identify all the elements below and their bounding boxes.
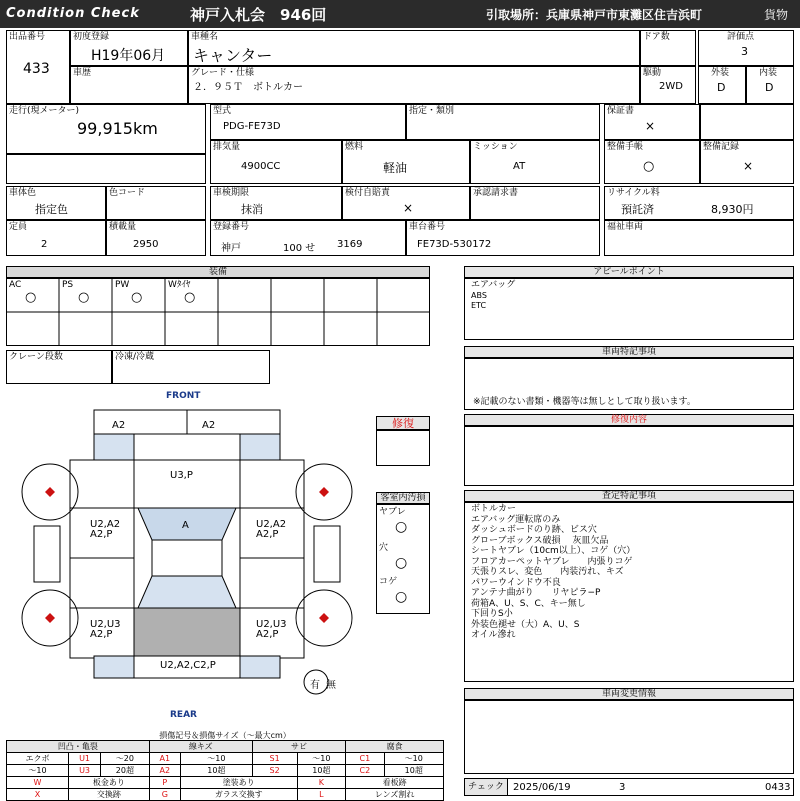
mission-label: ミッション — [473, 142, 518, 152]
legend-r1-c2: U1 — [69, 753, 101, 765]
legend-r1-c3: 〜20 — [101, 753, 150, 765]
manual-value: ○ — [643, 159, 655, 174]
inspection-note-line: オイル滲れ — [471, 630, 516, 640]
welfare-cell — [604, 220, 794, 256]
pickup-location: 引取場所：兵庫県神戸市東灘区住吉浜町 — [486, 8, 703, 22]
body-color-value: 指定色 — [35, 203, 68, 216]
doors-label: ドア数 — [643, 32, 670, 42]
plate-label: 登録番号 — [213, 222, 250, 232]
legend-r2-c5: 10超 — [180, 765, 252, 777]
mark-door-front-right: U2,A2 A2,P — [256, 519, 287, 540]
chassis-cell — [406, 220, 600, 256]
warranty-cell — [604, 104, 700, 140]
checker-id: 3 — [619, 782, 626, 793]
load-value: 2950 — [133, 239, 159, 250]
interior-hole-mark: ○ — [395, 555, 408, 571]
diagram-rear-label: REAR — [170, 710, 197, 720]
legend-x2-code3: L — [297, 789, 346, 801]
legend-r2-c8: C2 — [346, 765, 384, 777]
vehicle-category: 貨物 — [764, 8, 789, 22]
legend-r2-c1: 〜10 — [7, 765, 69, 777]
fuel-value: 軽油 — [383, 161, 408, 175]
equipment-pw-mark: ○ — [131, 290, 143, 305]
first-registration-label: 初度登録 — [73, 32, 110, 42]
exterior-cell — [698, 66, 746, 104]
insurance-label: 検付自賠責 — [345, 188, 391, 198]
capacity-cell — [6, 220, 106, 256]
load-cell — [106, 220, 206, 256]
legend-r2-c6: S2 — [252, 765, 297, 777]
change-info-box — [464, 700, 794, 774]
interior-damage-box — [376, 504, 430, 614]
equipment-ps-mark: ○ — [78, 290, 90, 305]
legend-r1-c1: エクボ — [7, 753, 69, 765]
inspection-note-line: フロアカーペットヤブレ 内張りコゲ — [471, 556, 633, 567]
type-value: PDG-FE73D — [223, 121, 281, 132]
crane-cell — [6, 350, 112, 384]
exterior-label: 外装 — [711, 68, 730, 78]
lot-number-label: 出品番号 — [9, 32, 46, 42]
appeal-box — [464, 278, 794, 340]
inspection-note-line: 荷箱A、U、S、C、キー無し — [471, 598, 586, 609]
body-color-cell — [6, 186, 106, 220]
mark-door-front-left: U2,A2 A2,P — [90, 519, 121, 540]
inspection-notes-list — [471, 504, 635, 641]
spare-tire-no: 無 — [326, 680, 336, 691]
type-label: 型式 — [213, 106, 232, 116]
check-date: 2025/06/19 — [513, 782, 571, 793]
legend-x1-code3: K — [297, 777, 346, 789]
check-label: チェック — [464, 778, 508, 796]
legend-x1-desc3: 看板跡 — [346, 777, 444, 789]
mark-windshield: A — [182, 520, 189, 531]
interior-hole-label: 穴 — [379, 543, 389, 553]
inspection-label: 車検期限 — [213, 188, 250, 198]
appeal-line-etc: ETC — [471, 301, 487, 310]
legend-x2-code1: X — [7, 789, 69, 801]
interior-label: 内装 — [759, 68, 778, 78]
repair-box — [376, 430, 430, 466]
recycle-status: 預託済 — [621, 203, 654, 216]
freezer-cell — [112, 350, 270, 384]
inspection-note-line: 外装色褪せ（大）A、U、S — [471, 619, 580, 630]
warranty-label: 保証書 — [607, 106, 635, 116]
inspection-note-line: グローブボックス破損 灰皿欠品 — [471, 535, 609, 546]
displacement-label: 排気量 — [213, 142, 241, 152]
inspection-note-line: パワーウインドウ不良 — [471, 577, 561, 588]
color-code-label: 色コード — [109, 188, 146, 198]
score-cell — [698, 30, 794, 66]
right-front-fender — [240, 460, 304, 508]
manual-cell — [604, 140, 700, 184]
history-label: 車歴 — [73, 68, 92, 78]
crane-label: クレーン段数 — [9, 352, 63, 362]
service-record-label: 整備記録 — [703, 142, 740, 152]
fuel-cell — [342, 140, 470, 184]
insurance-value: × — [403, 201, 414, 215]
diagram-front-label: FRONT — [166, 391, 201, 401]
legend-x2-desc1: 交換跡 — [69, 789, 150, 801]
freezer-label: 冷凍/冷蔵 — [115, 352, 155, 362]
warranty-extra-cell — [700, 104, 794, 140]
mileage-label: 走行(現メーター) — [9, 106, 80, 116]
equipment-grid — [6, 278, 430, 346]
repair-content-box — [464, 426, 794, 486]
plate-class: 100 せ — [283, 243, 316, 254]
color-code-cell — [106, 186, 206, 220]
mark-front-right: A2 — [202, 420, 216, 431]
chassis-label: 車台番号 — [409, 222, 446, 232]
equipment-ac-label: AC — [9, 280, 22, 290]
exterior-value: D — [717, 81, 726, 94]
legend-scratch-header: 線キズ — [149, 741, 252, 753]
footer-serial: 0433 — [765, 782, 791, 793]
interior-tear-mark: ○ — [395, 519, 408, 535]
manual-label: 整備手帳 — [607, 142, 644, 152]
interior-damage-title: 客室内汚損 — [376, 492, 430, 504]
legend-r1-c8: C1 — [346, 753, 384, 765]
model-name-cell — [188, 30, 640, 66]
repair-content-title: 修復内容 — [464, 414, 794, 426]
auction-name: 神戸入札会 946回 — [190, 6, 327, 24]
special-title: 車両特記事項 — [464, 346, 794, 358]
mileage-value: 99,915km — [77, 119, 158, 138]
legend-r1-c7: 〜10 — [297, 753, 346, 765]
change-info-title: 車両変更情報 — [464, 688, 794, 700]
grade-value: ２．９５Ｔ ボトルカー — [193, 82, 303, 93]
spare-tire-yes: 有 — [310, 680, 320, 691]
legend-x2-desc3: レンズ割れ — [346, 789, 444, 801]
first-registration-cell — [70, 30, 188, 66]
equipment-ps-label: PS — [62, 280, 74, 290]
legend-rust-header: サビ — [252, 741, 345, 753]
footer-check-row — [464, 778, 794, 796]
doors-cell — [640, 30, 696, 66]
welfare-label: 福祉車両 — [607, 222, 644, 232]
body-color-label: 車体色 — [9, 188, 37, 198]
history-cell — [70, 66, 188, 104]
interior-value: D — [765, 81, 774, 94]
inspection-notes-title: 査定特記事項 — [464, 490, 794, 502]
drive-label: 駆動 — [643, 68, 662, 78]
interior-cell — [746, 66, 794, 104]
legend-r2-c2: U3 — [69, 765, 101, 777]
legend-corrosion-header: 腐食 — [346, 741, 444, 753]
plate-cell — [210, 220, 406, 256]
legend-x1-code2: P — [149, 777, 180, 789]
inspection-note-line: 天張りスレ、変色 内装汚れ、キズ — [471, 567, 624, 577]
plate-area: 神戸 — [221, 243, 241, 254]
warranty-value: × — [645, 119, 656, 133]
mark-rear: U2,A2,C2,P — [160, 660, 216, 671]
special-box — [464, 358, 794, 410]
inspection-cell — [210, 186, 342, 220]
sheet-title: Condition Check — [6, 6, 140, 21]
capacity-label: 定員 — [9, 222, 28, 232]
lot-number-cell — [6, 30, 70, 104]
equipment-wtire-mark: ○ — [184, 290, 196, 305]
left-front-fender — [70, 460, 134, 508]
interior-burn-label: コゲ — [379, 577, 398, 587]
mileage-cell — [6, 104, 206, 154]
first-registration: H19年06月 — [91, 48, 166, 64]
mark-hood: U3,P — [170, 470, 193, 481]
mark-front-left: A2 — [112, 420, 126, 431]
recycle-fee: 8,930円 — [711, 203, 754, 216]
designation-label: 指定・類別 — [409, 106, 455, 116]
recycle-cell — [604, 186, 794, 220]
fuel-label: 燃料 — [345, 142, 364, 152]
legend-x1-desc1: 板金あり — [69, 777, 150, 789]
header-bar — [0, 0, 800, 28]
inspection-note-line: シートヤブレ（10cm以上）、コゲ（穴） — [471, 546, 636, 556]
score-label: 評価点 — [727, 32, 755, 42]
mission-cell — [470, 140, 600, 184]
insurance-cell — [342, 186, 470, 220]
equipment-pw-label: PW — [115, 280, 130, 290]
legend-title: 損傷記号＆損傷サイズ（〜最大cm） — [159, 731, 291, 740]
plate-number: 3169 — [337, 239, 363, 250]
grade-cell — [188, 66, 640, 104]
inspection-value: 抹消 — [241, 203, 263, 216]
designation-cell — [406, 104, 600, 140]
interior-tear-label: ヤブレ — [379, 507, 406, 517]
appeal-title: アピールポイント — [464, 266, 794, 278]
legend-dent-header: 凹凸・亀裂 — [7, 741, 150, 753]
legend-r2-c3: 20超 — [101, 765, 150, 777]
grade-label: グレード・仕様 — [191, 68, 255, 78]
displacement-cell — [210, 140, 342, 184]
legend-r1-c9: 〜10 — [384, 753, 443, 765]
lot-number: 433 — [23, 61, 50, 77]
appeal-line-airbag: エアバッグ — [471, 280, 516, 290]
type-cell — [210, 104, 406, 140]
legend-table — [6, 740, 444, 801]
legend-r2-c9: 10超 — [384, 765, 443, 777]
repair-label: 修復 — [376, 416, 430, 430]
legend-r1-c6: S1 — [252, 753, 297, 765]
legend-r1-c5: 〜10 — [180, 753, 252, 765]
inspection-note-line: アンテナ曲がり リヤピラ−P — [471, 588, 601, 598]
legend-r1-c4: A1 — [149, 753, 180, 765]
chassis-value: FE73D-530172 — [417, 239, 492, 250]
equipment-ac-mark: ○ — [25, 290, 37, 305]
score-value: 3 — [741, 45, 748, 58]
mileage-extra-cell — [6, 154, 206, 184]
load-label: 積載量 — [109, 222, 137, 232]
equipment-wtire-label: Wﾀｲﾔ — [168, 280, 191, 290]
legend-x1-desc2: 塗装あり — [180, 777, 297, 789]
legend-r2-c4: A2 — [149, 765, 180, 777]
interior-burn-mark: ○ — [395, 589, 408, 605]
equipment-title: 装備 — [6, 266, 430, 278]
legend-r2-c7: 10超 — [297, 765, 346, 777]
model-name: キャンター — [193, 46, 273, 65]
inspection-notes-box — [464, 502, 794, 682]
appeal-line-abs: ABS — [471, 291, 487, 300]
legend-x1-code1: W — [7, 777, 69, 789]
mark-door-rear-left: U2,U3 A2,P — [90, 619, 121, 640]
inspection-note-line: エアバッグ運転席のみ — [471, 514, 561, 525]
displacement-value: 4900CC — [241, 161, 281, 172]
inspection-note-line: 下回りS小 — [471, 609, 513, 619]
service-record-value: × — [743, 159, 754, 173]
approval-cell — [470, 186, 600, 220]
inspection-note-line: ボトルカー — [471, 504, 517, 514]
drive-value: 2WD — [659, 81, 683, 92]
drive-cell — [640, 66, 696, 104]
inspection-note-line: ダッシュボードのり跡、ビス穴 — [471, 525, 597, 535]
recycle-label: リサイクル料 — [607, 188, 660, 198]
legend-x2-code2: G — [149, 789, 180, 801]
legend-x2-desc2: ガラス交換す — [180, 789, 297, 801]
capacity-value: 2 — [41, 239, 48, 250]
model-name-label: 車種名 — [191, 32, 219, 42]
mission-value: AT — [513, 161, 526, 172]
special-note: ※記載のない書類・機器等は無しとして取り扱います。 — [473, 397, 696, 407]
mark-door-rear-right: U2,U3 A2,P — [256, 619, 287, 640]
approval-label: 承認請求書 — [473, 188, 519, 198]
service-record-cell — [700, 140, 794, 184]
